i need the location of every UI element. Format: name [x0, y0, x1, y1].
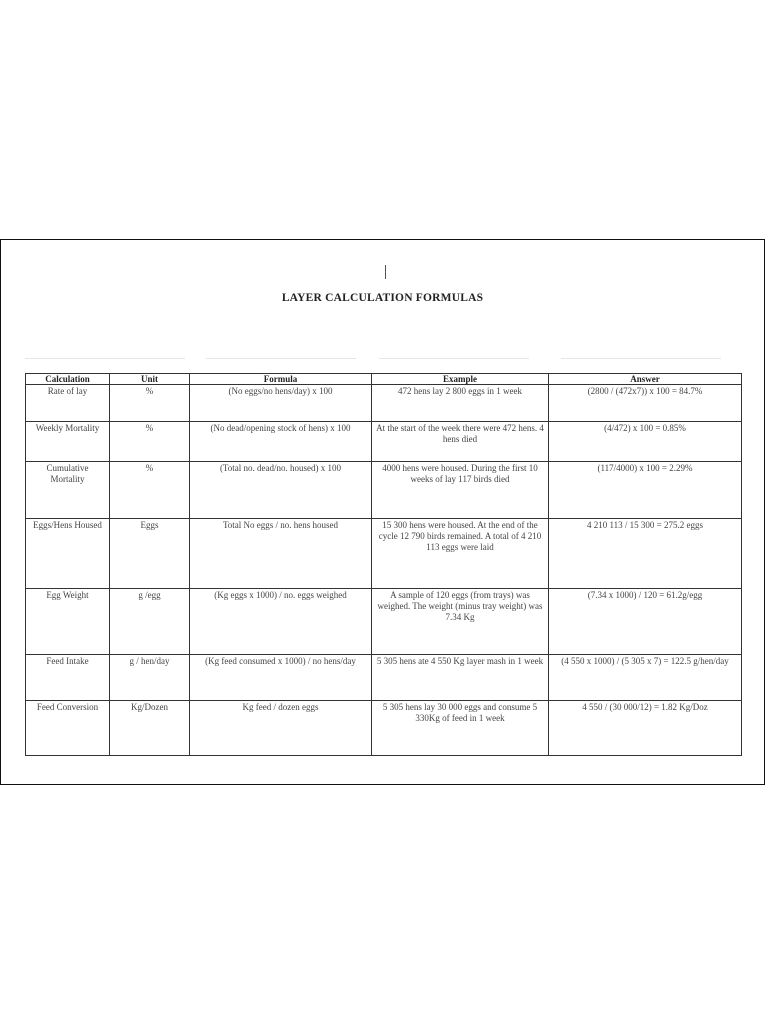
table-row [26, 519, 742, 589]
answer-cell: (117/4000) x 100 = 2.29% [549, 462, 742, 519]
calculation-cell: Feed Conversion [26, 701, 110, 756]
unit-cell: g / hen/day [110, 655, 190, 701]
document-page [0, 239, 765, 785]
answer-cell: 4 550 / (30 000/12) = 1.82 Kg/Doz [549, 701, 742, 756]
table-header-row [26, 374, 742, 385]
table-row [26, 422, 742, 462]
formula-cell: (No dead/opening stock of hens) x 100 [190, 422, 372, 462]
calculation-cell: Rate of lay [26, 385, 110, 422]
example-cell: A sample of 120 eggs (from trays) was weighed. The weight (minus tray weight) was 7.34 Kg [372, 589, 549, 655]
formula-cell: Kg feed / dozen eggs [190, 701, 372, 756]
table-row [26, 462, 742, 519]
header-unit: Unit [110, 374, 190, 385]
text-cursor [385, 265, 386, 279]
formula-table [25, 373, 742, 756]
formula-cell: (Kg eggs x 1000) / no. eggs weighed [190, 589, 372, 655]
unit-cell: Eggs [110, 519, 190, 589]
unit-cell: g /egg [110, 589, 190, 655]
formula-cell: (Total no. dead/no. housed) x 100 [190, 462, 372, 519]
header-example: Example [372, 374, 549, 385]
answer-cell: (2800 / (472x7)) x 100 = 84.7% [549, 385, 742, 422]
faint-rule [206, 358, 356, 359]
answer-cell: (4 550 x 1000) / (5 305 x 7) = 122.5 g/hen/day [549, 655, 742, 701]
document-title: LAYER CALCULATION FORMULAS [281, 292, 484, 304]
header-calculation: Calculation [26, 374, 110, 385]
answer-cell: (7.34 x 1000) / 120 = 61.2g/egg [549, 589, 742, 655]
header-answer: Answer [549, 374, 742, 385]
example-cell: 5 305 hens lay 30 000 eggs and consume 5 330Kg of feed in 1 week [372, 701, 549, 756]
answer-cell: 4 210 113 / 15 300 = 275.2 eggs [549, 519, 742, 589]
example-cell: 4000 hens were housed. During the first 10 weeks of lay 117 birds died [372, 462, 549, 519]
calculation-cell: Feed Intake [26, 655, 110, 701]
table-row [26, 701, 742, 756]
example-cell: At the start of the week there were 472 hens. 4 hens died [372, 422, 549, 462]
unit-cell: % [110, 462, 190, 519]
table-row [26, 385, 742, 422]
unit-cell: Kg/Dozen [110, 701, 190, 756]
unit-cell: % [110, 385, 190, 422]
example-cell: 472 hens lay 2 800 eggs in 1 week [372, 385, 549, 422]
faint-rule [25, 358, 185, 359]
formula-cell: (No eggs/no hens/day) x 100 [190, 385, 372, 422]
faint-rule [379, 358, 529, 359]
table-row [26, 655, 742, 701]
answer-cell: (4/472) x 100 = 0.85% [549, 422, 742, 462]
formula-cell: Total No eggs / no. hens housed [190, 519, 372, 589]
calculation-cell: Cumulative Mortality [26, 462, 110, 519]
calculation-cell: Egg Weight [26, 589, 110, 655]
table-row [26, 589, 742, 655]
example-cell: 15 300 hens were housed. At the end of the cycle 12 790 birds remained. A total of 4 210 113 eggs were laid [372, 519, 549, 589]
example-cell: 5 305 hens ate 4 550 Kg layer mash in 1 week [372, 655, 549, 701]
faint-rule [561, 358, 721, 359]
calculation-cell: Weekly Mortality [26, 422, 110, 462]
unit-cell: % [110, 422, 190, 462]
calculation-cell: Eggs/Hens Housed [26, 519, 110, 589]
header-formula: Formula [190, 374, 372, 385]
formula-cell: (Kg feed consumed x 1000) / no hens/day [190, 655, 372, 701]
